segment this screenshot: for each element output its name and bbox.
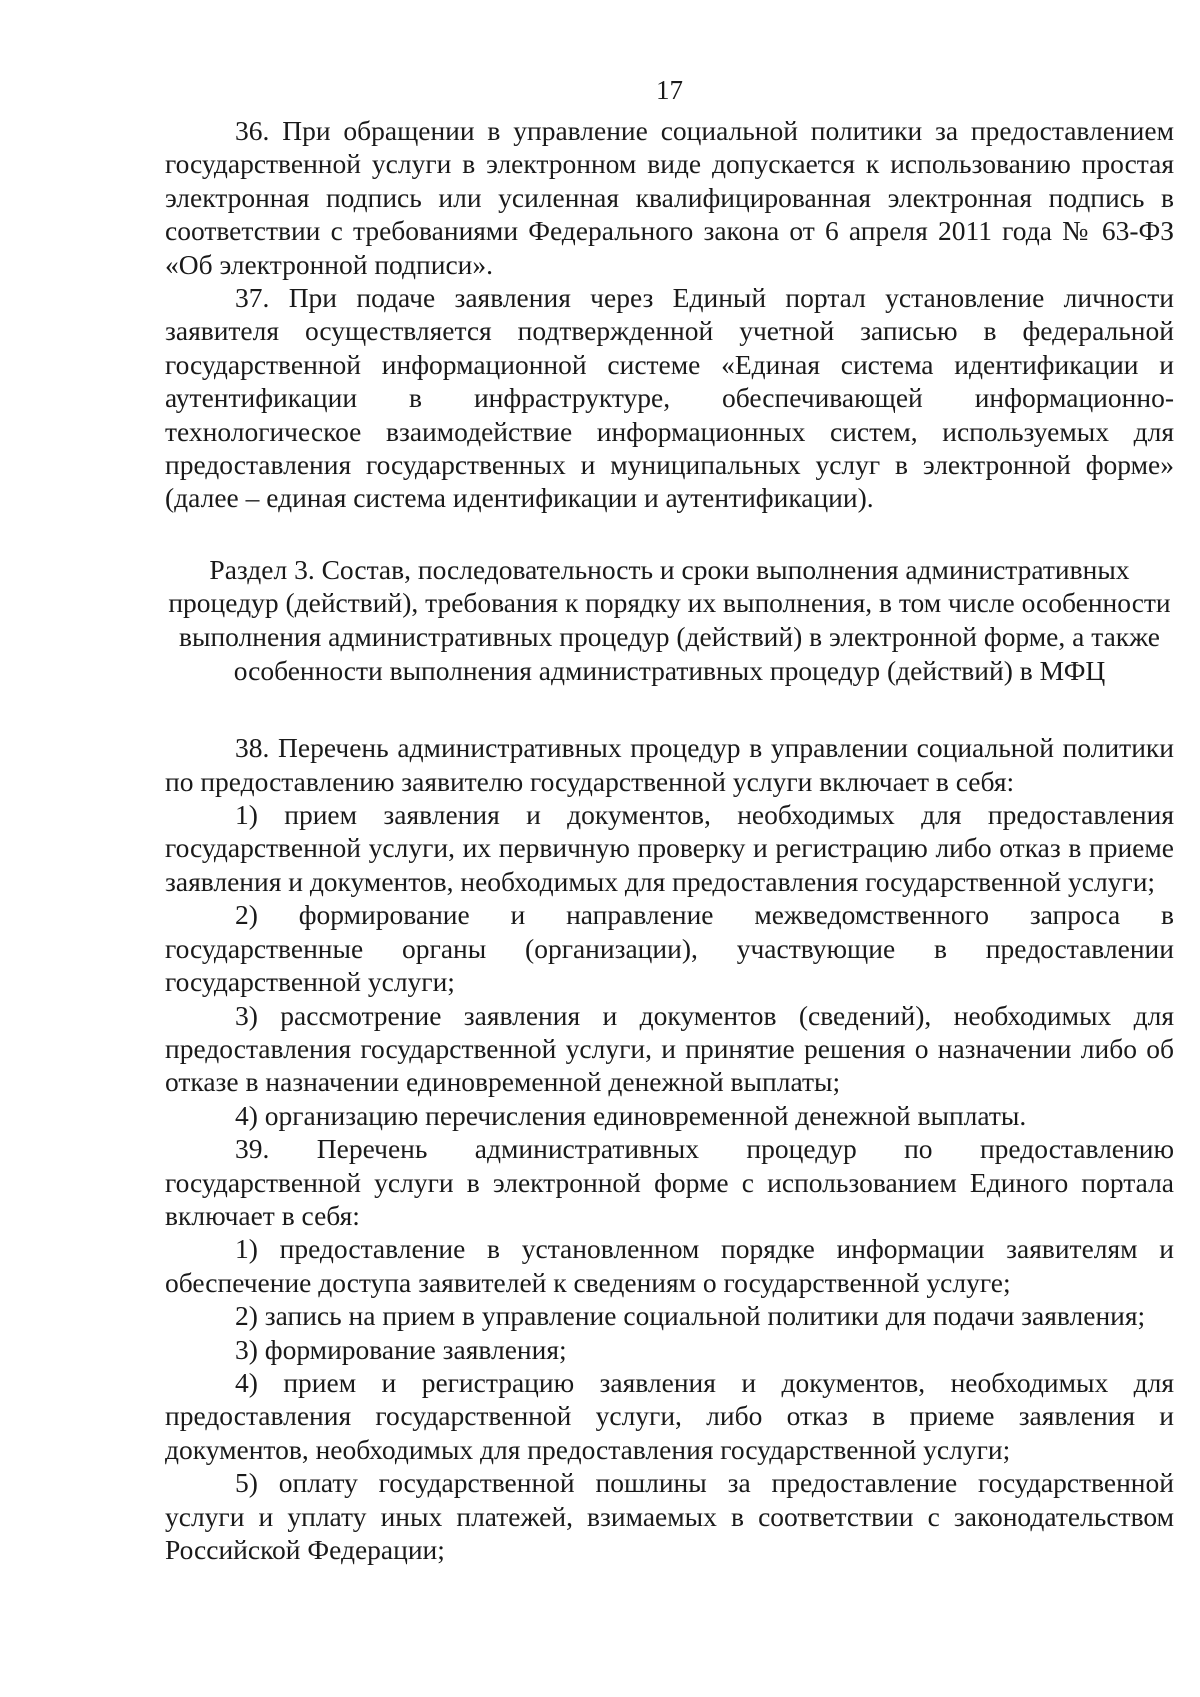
list-item-38-4: 4) организацию перечисления единовременной денежной выплаты.: [235, 1099, 1027, 1131]
section-title: Раздел 3. Состав, последовательность и сроки выполнения административных процедур (действий), требования к порядку их выполнения, в том числе особенности выполнения административных процедур (действий) в электронной форме, а также особенности выполнения административных процедур (действий) в МФЦ: [168, 553, 1171, 686]
list-item-39-5: 5) оплату государственной пошлины за предоставление государственной услуги и уплату иных платежей, взимаемых в соответствии с законодательством Российской Федерации;: [165, 1467, 1174, 1565]
paragraph-38: 38. Перечень административных процедур в управлении социальной политики по предоставлению заявителю государственной услуги включает в себя:: [165, 732, 1174, 797]
paragraph-37: 37. При подаче заявления через Единый портал установление личности заявителя осуществляется подтвержденной учетной записью в федеральной государственной информационной системе «Единая система идентификации и аутентификации в инфраструктуре, обеспечивающей информационно-технологическое взаимодействие информационных систем, используемых для предоставления государственных и муниципальных услуг в электронной форме» (далее – единая система идентификации и аутентификации).: [165, 282, 1174, 514]
paragraph-39: 39. Перечень административных процедур по предоставлению государственной услуги в электронной форме с использованием Единого портала включает в себя:: [165, 1133, 1174, 1231]
page-number: 17: [656, 75, 683, 105]
list-item-39-4: 4) прием и регистрацию заявления и документов, необходимых для предоставления государственной услуги, либо отказ в приеме заявления и документов, необходимых для предоставления государственной услуги;: [165, 1366, 1174, 1465]
list-item-39-3: 3) формирование заявления;: [235, 1333, 567, 1365]
list-item-38-3: 3) рассмотрение заявления и документов (сведений), необходимых для предоставления государственной услуги, и принятие решения о назначении либо об отказе в назначении единовременной денежной выплаты;: [165, 999, 1174, 1098]
list-item-38-2: 2) формирование и направление межведомственного запроса в государственные органы (организации), участвующие в предоставлении государственной услуги;: [165, 899, 1174, 998]
document-page: [165, 70, 1174, 1566]
list-item-38-1: 1) прием заявления и документов, необходимых для предоставления государственной услуги, их первичную проверку и регистрацию либо отказ в приеме заявления и документов, необходимых для предоставления государственной услуги;: [165, 799, 1174, 897]
list-item-39-2: 2) запись на прием в управление социальной политики для подачи заявления;: [235, 1300, 1146, 1332]
list-item-39-1: 1) предоставление в установленном порядке информации заявителям и обеспечение доступа заявителей к сведениям о государственной услуге;: [165, 1233, 1174, 1298]
paragraph-36: 36. При обращении в управление социальной политики за предоставлением государственной услуги в электронном виде допускается к использованию простая электронная подпись или усиленная квалифицированная электронная подпись в соответствии с требованиями Федерального закона от 6 апреля 2011 года № 63-ФЗ «Об электронной подписи».: [165, 115, 1174, 280]
